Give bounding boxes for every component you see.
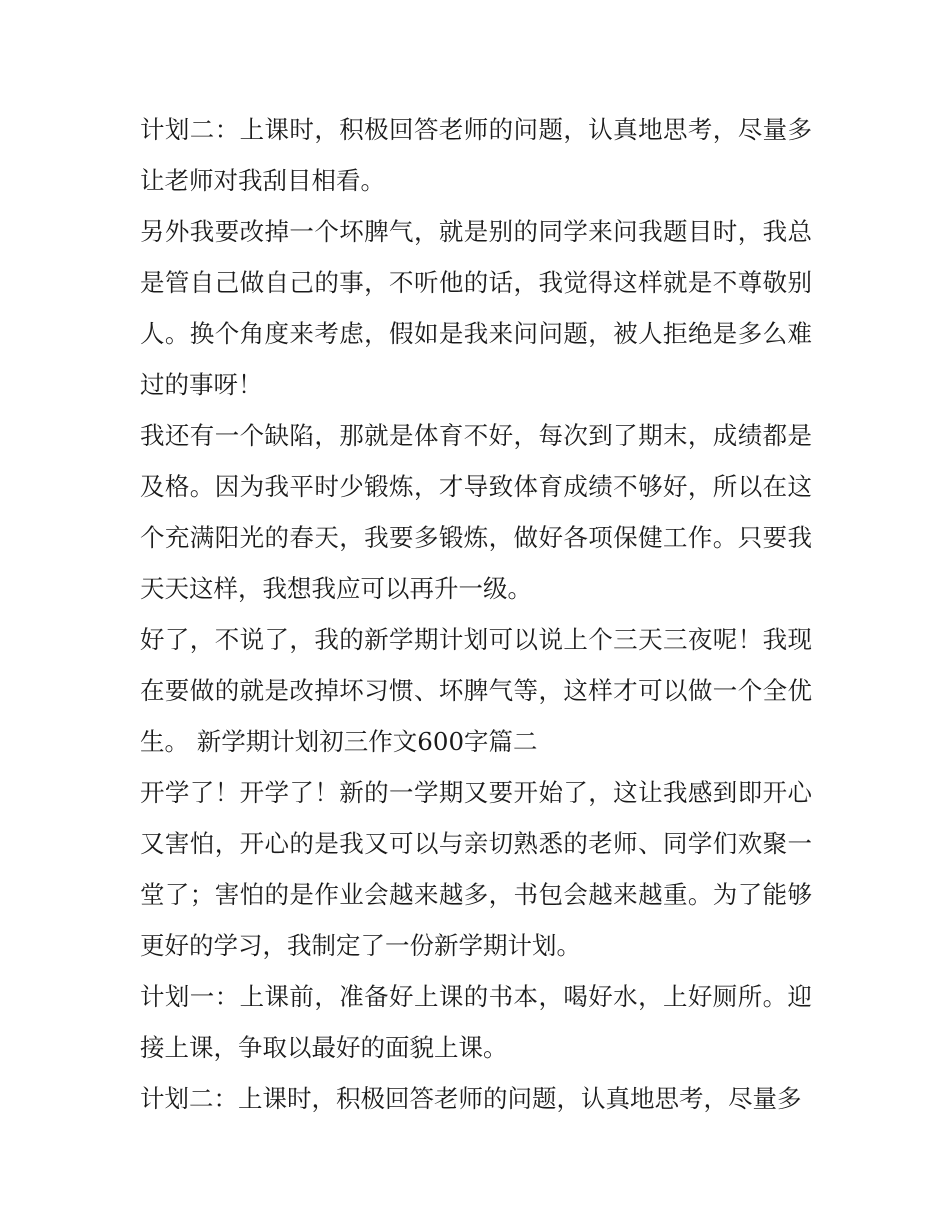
paragraph: 我还有一个缺陷，那就是体育不好，每次到了期末，成绩都是及格。因为我平时少锻炼，才导致体育成绩不够好，所以在这个充满阳光的春天，我要多锻炼，做好各项保健工作。只要我天天这样，我想我应可以再升一级。 bbox=[140, 421, 812, 603]
paragraph: 计划一：上课前，准备好上课的书本，喝好水，上好厕所。迎接上课，争取以最好的面貌上课。 bbox=[140, 982, 812, 1062]
paragraph: 计划二：上课时，积极回答老师的问题，认真地思考，尽量多让老师对我刮目相看。 bbox=[140, 115, 812, 195]
paragraph: 开学了！开学了！新的一学期又要开始了，这让我感到即开心又害怕，开心的是我又可以与亲切熟悉的老师、同学们欢聚一堂了；害怕的是作业会越来越多，书包会越来越重。为了能够更好的学习，我制定了一份新学期计划。 bbox=[140, 778, 812, 960]
document-body bbox=[140, 104, 812, 1124]
paragraph: 好了，不说了，我的新学期计划可以说上个三天三夜呢！我现在要做的就是改掉坏习惯、坏脾气等，这样才可以做一个全优生。 新学期计划初三作文600字篇二 bbox=[140, 625, 812, 756]
paragraph: 另外我要改掉一个坏脾气，就是别的同学来问我题目时，我总是管自己做自己的事，不听他的话，我觉得这样就是不尊敬别人。换个角度来考虑，假如是我来问问题，被人拒绝是多么难过的事呀！ bbox=[140, 217, 812, 399]
paragraph: 计划二：上课时，积极回答老师的问题，认真地思考，尽量多 bbox=[140, 1084, 802, 1113]
